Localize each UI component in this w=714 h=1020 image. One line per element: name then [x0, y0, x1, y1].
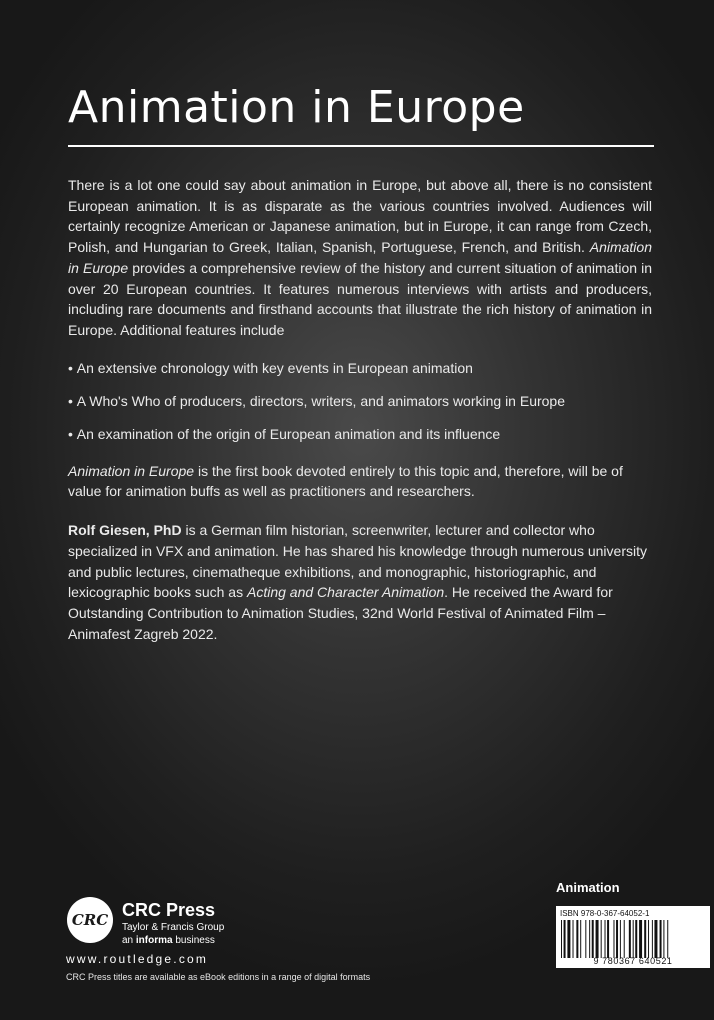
- bio-text-end: . He received the Award for Outstanding Contribution to Animation Studies, 32nd World Festival of Animated Film – Animafest Zagreb 2022.: [68, 584, 613, 642]
- cover-description: [68, 175, 652, 644]
- author-bio: [68, 520, 652, 644]
- crc-press-logo: [66, 896, 114, 944]
- feature-item: • An extensive chronology with key events in European animation: [68, 358, 652, 379]
- business-suffix: business: [175, 935, 215, 946]
- ebook-availability-note: CRC Press titles are available as eBook editions in a range of digital formats: [66, 972, 371, 982]
- barcode-bar: [644, 920, 646, 958]
- feature-item: • An examination of the origin of European animation and its influence: [68, 424, 652, 445]
- bio-text: is a German film historian, screenwriter, lecturer and collector who specialized in VFX and animation. He has shared his knowledge through numerous university and public lectures, cinematheque exhibitions, and monographic, historiographic, and lexicographic books such as: [68, 522, 647, 601]
- barcode-image: [560, 920, 706, 958]
- barcode-bar: [580, 920, 581, 958]
- isbn-barcode-block: [556, 906, 710, 968]
- informa-brand: informa: [135, 935, 173, 946]
- barcode-bar: [592, 920, 594, 958]
- barcode-bar: [660, 920, 662, 958]
- barcode-bar: [635, 920, 637, 958]
- barcode-bar: [654, 920, 657, 958]
- barcode-bar: [620, 920, 621, 958]
- barcode-bar: [567, 920, 570, 958]
- intro-book-title: Animation in Europe: [68, 239, 652, 276]
- feature-item: • A Who's Who of producers, directors, writers, and animators working in Europe: [68, 391, 652, 412]
- barcode-bar: [652, 920, 653, 958]
- intro-text-end: provides a comprehensive review of the history and current situation of animation in over 20 European countries. It features numerous interviews with artists and producers, including rare documents and firsthand accounts that illustrate the rich history of animation in Europe. Additional features include: [68, 259, 652, 338]
- barcode-bar: [585, 920, 586, 958]
- barcode-bar: [605, 920, 606, 958]
- publisher-business: [122, 935, 215, 946]
- conclusion-paragraph: [68, 461, 652, 502]
- publisher-name: CRC Press: [122, 900, 216, 920]
- title-divider: [68, 145, 654, 147]
- barcode-bar: [601, 920, 602, 958]
- conclusion-text: is the first book devoted entirely to this topic and, therefore, will be of value for animation buffs as well as practitioners and researchers.: [68, 462, 623, 500]
- intro-text: There is a lot one could say about animation in Europe, but above all, there is no consistent European animation. It is as disparate as the various countries involved. Audiences will certainly recognize American or Japanese animation, but in Europe, it can range from Czech, Polish, and Hungarian to Greek, Italian, Spanish, Portuguese, French, and British.: [68, 177, 652, 256]
- barcode-bar: [564, 920, 566, 958]
- barcode-bar: [607, 920, 609, 958]
- barcode-digits: 9 780367 640521: [593, 956, 673, 966]
- subject-category: Animation: [556, 880, 620, 895]
- isbn-number: ISBN 978-0-367-64052-1: [560, 909, 650, 918]
- barcode-bar: [576, 920, 578, 958]
- publisher-website[interactable]: www.routledge.com: [66, 952, 209, 966]
- logo-text: CRC: [71, 911, 109, 929]
- feature-list: [68, 358, 652, 445]
- barcode-bar: [624, 920, 625, 958]
- barcode-bar: [667, 920, 668, 958]
- barcode-bar: [639, 920, 642, 958]
- barcode-bar: [633, 920, 634, 958]
- intro-paragraph: [68, 175, 652, 341]
- conclusion-book-title: Animation in Europe: [68, 462, 195, 479]
- bio-book-title: Acting and Character Animation: [247, 584, 445, 601]
- publisher-group: Taylor & Francis Group: [122, 922, 225, 933]
- barcode-bar: [589, 920, 590, 958]
- barcode-bar: [573, 920, 574, 958]
- book-title: Animation in Europe: [68, 82, 525, 133]
- barcode-bar: [613, 920, 614, 958]
- barcode-bar: [648, 920, 649, 958]
- barcode-bar: [616, 920, 618, 958]
- business-prefix: an: [122, 935, 134, 946]
- author-name: Rolf Giesen, PhD: [68, 522, 182, 539]
- barcode-bar: [629, 920, 631, 958]
- barcode-bar: [561, 920, 562, 958]
- barcode-bar: [596, 920, 599, 958]
- barcode-bar: [663, 920, 664, 958]
